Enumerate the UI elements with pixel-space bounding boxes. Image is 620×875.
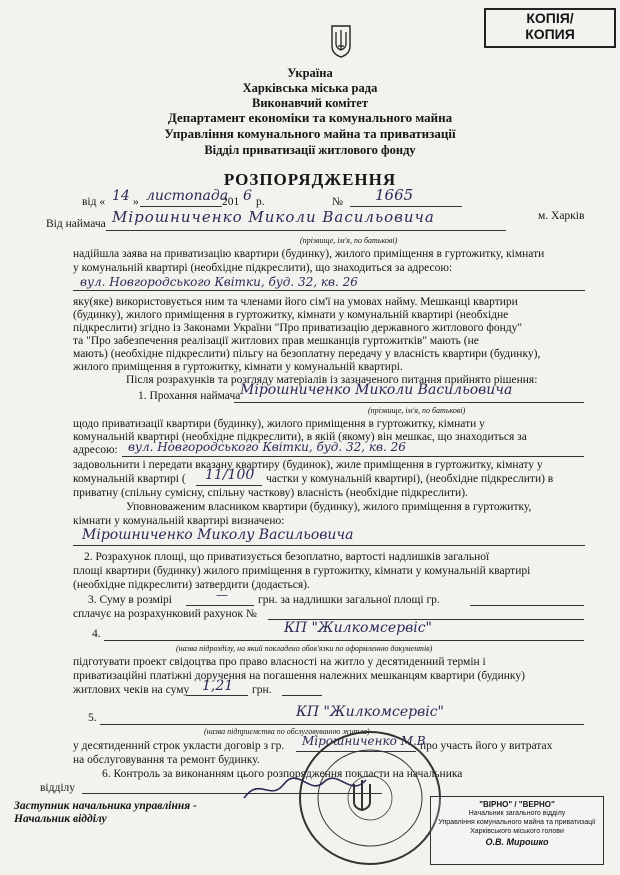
point-6-line-2: відділу — [40, 782, 76, 794]
date-year-prefix: 201 — [222, 196, 240, 208]
date-year-digit: 6 — [243, 188, 252, 204]
point-2-line-3: (необхідне підкреслити) затвердити (додається). — [73, 579, 310, 591]
owner-name: Мірошниченко Миколу Васильовича — [82, 527, 354, 543]
point-1-label: 1. Прохання наймача — [138, 390, 241, 402]
point-4-line-2: приватизаційні платіжні доручення на погашення належних мешканцям квартири (будинку) — [73, 670, 525, 682]
owner-underline — [73, 545, 585, 546]
point-5-underline — [100, 724, 584, 725]
body-line-4: (будинку), жилого приміщення в гуртожитку, кімнати у комунальній квартирі (необхідне — [73, 309, 509, 321]
certification-signer: О.В. Мирошко — [485, 837, 549, 847]
body-line-8: жилого приміщення в гуртожитку, кімнати у комунальній квартирі. — [73, 361, 403, 373]
certification-line-1: "ВІРНО" / "ВЕРНО" — [479, 800, 555, 809]
body-line-6: та "Про забезпечення реалізації житлових прав мешканців гуртожитків" мають (не — [73, 335, 479, 347]
body-line-17: кімнати у комунальній квартирі визначено: — [73, 515, 285, 527]
body-line-1: надійшла заява на приватизацію квартири (будинку), жилого приміщення в гуртожитку, кімнати — [73, 248, 545, 260]
copy-stamp-line1: КОПІЯ/ — [526, 10, 574, 26]
point-5-name: Мірошниченко М.В. — [302, 734, 430, 748]
city: м. Харків — [538, 210, 585, 222]
date-day: 14 — [112, 188, 130, 204]
address-2-label: адресою: — [73, 444, 118, 456]
point-3-sum-underline — [186, 605, 254, 606]
copy-stamp-line2: КОПИЯ — [525, 26, 575, 42]
point-4-underline — [104, 640, 584, 641]
point-4-caption: (назва підрозділу, на який покладено обов'язки по оформленню документів) — [176, 644, 433, 653]
point-4-line-3b: грн. — [252, 684, 272, 696]
employer-underline — [106, 230, 506, 231]
address-1: вул. Новгородського Квітки, буд. 32, кв. 26 — [80, 275, 358, 289]
checks-sum: 1,21 — [202, 678, 234, 694]
order-number: 1665 — [375, 186, 414, 204]
body-line-2: у комунальній квартирі (необхідне підкреслити), що знаходиться за адресою: — [73, 262, 453, 274]
point-4-value: КП "Жилкомсервіс" — [284, 620, 432, 636]
body-line-10: щодо приватизації квартири (будинку), жилого приміщення в гуртожитку, кімнати у — [73, 418, 485, 430]
copy-stamp — [484, 8, 616, 48]
body-line-15: приватну (спільну сумісну, спільну часткову) власність (необхідне підкреслити). — [73, 487, 468, 499]
address-1-underline — [73, 290, 585, 291]
certification-line-2: Начальник загального відділу — [468, 810, 566, 817]
point-1-underline — [234, 402, 584, 403]
point-2-line-2: площі квартири (будинку) жилого приміщення в гуртожитку, кімнати у комунальній квартирі — [73, 565, 531, 577]
point-5-line-1a: у десятиденний строк укласти договір з гр. — [73, 740, 285, 752]
trident-emblem-icon — [330, 24, 352, 58]
number-label: № — [332, 196, 343, 208]
header-committee: Виконавчий комітет — [252, 96, 368, 110]
point-3-name-underline — [470, 605, 584, 606]
certification-stamp — [430, 796, 604, 865]
employer-name: Мірошниченко Миколи Васильовича — [112, 208, 435, 226]
date-month-underline — [140, 206, 222, 207]
point-6-line-1: 6. Контроль за виконанням цього розпорядження покласти на начальника — [102, 768, 463, 780]
body-line-9: Після розрахунків та розгляду матеріалів із зазначеного питання прийнято рішення: — [126, 374, 538, 386]
header-administration: Управління комунального майна та приватизації — [164, 126, 456, 141]
body-line-14a: комунальній квартирі ( — [73, 473, 186, 485]
address-2-underline — [122, 456, 584, 457]
point-3-label: 3. Суму в розмірі — [88, 594, 172, 606]
certification-line-3: Управління комунального майна та приватизації — [438, 819, 596, 826]
body-line-13: задовольнити і передати вказану квартиру (будинок), жиле приміщення в гуртожитку, кімнату у — [73, 459, 543, 471]
date-suffix: р. — [256, 196, 265, 208]
header-country: Україна — [287, 66, 333, 80]
date-prefix: від « — [82, 196, 106, 208]
header-division: Відділ приватизації житлового фонду — [204, 143, 416, 157]
point-5-line-1b: про участь його у витратах — [420, 740, 553, 752]
body-line-5: підкреслити) згідно із Законами України "Про приватизацію державного житлового фонду" — [73, 322, 523, 334]
point-4-line-1: підготувати проект свідоцтва про право власності на житло у десятиденний термін і — [73, 656, 486, 668]
checks-sum-underline — [186, 695, 248, 696]
address-2: вул. Новгородського Квітки, буд. 32, кв. 26 — [128, 440, 406, 454]
body-line-11: комунальній квартирі (необхідне підкреслити), в якій (якому) він мешкає, що знаходиться за — [73, 431, 527, 443]
point-5-value: КП "Жилкомсервіс" — [296, 704, 444, 720]
employer-label: Від наймача — [46, 218, 106, 230]
order-number-underline — [350, 206, 462, 207]
point-1-name: Мірошниченко Миколи Васильовича — [240, 382, 513, 398]
signatory-position-1: Заступник начальника управління - — [14, 800, 197, 812]
point-4-line-3a: житлових чеків на суму — [73, 684, 190, 696]
header-council: Харківська міська рада — [242, 81, 378, 95]
point-3-sum: — — [216, 588, 228, 602]
header-department: Департамент економіки та комунального майна — [167, 110, 453, 125]
employer-caption: (прізвище, ім'я, по батькові) — [300, 236, 398, 245]
handwritten-signature — [240, 772, 370, 806]
point-1-caption: (прізвище, ім'я, по батькові) — [368, 406, 466, 415]
point-4-label: 4. — [92, 628, 101, 640]
point-5-caption: (назва підприємства по обслуговуванню житла) — [204, 727, 370, 736]
point-3-text: грн. за надлишки загальної площі гр. — [258, 594, 440, 606]
body-line-7: мають) (необхідне підкреслити) пільгу на безоплатну передачу у власність квартири (будинку), — [73, 348, 541, 360]
share-fraction: 11/100 — [205, 467, 255, 483]
body-line-14b: частки у комунальній квартирі), (необхідне підкреслити) в — [266, 473, 554, 485]
point-2-line-1: 2. Розрахунок площі, що приватизується безоплатно, вартості надлишків загальної — [84, 551, 490, 563]
point-5-label: 5. — [88, 712, 97, 724]
body-line-16: Уповноваженим власником квартири (будинку), жилого приміщення в гуртожитку, — [126, 501, 532, 513]
date-mid: » — [133, 196, 139, 208]
share-fraction-underline — [196, 485, 262, 486]
body-line-3: яку(яке) використовується ним та членами його сім'ї на умовах найму. Мешканці квартири — [73, 296, 518, 308]
signatory-position-2: Начальник відділу — [14, 813, 107, 825]
date-month: листопада — [146, 188, 229, 204]
point-5-line-2: на обслуговування та ремонт будинку. — [73, 754, 260, 766]
document-title: РОЗПОРЯДЖЕННЯ — [223, 170, 397, 189]
point-3-account: сплачує на розрахунковий рахунок № — [73, 608, 257, 620]
certification-line-4: Харківського міського голови — [470, 828, 564, 835]
checks-trailing-underline — [282, 695, 322, 696]
